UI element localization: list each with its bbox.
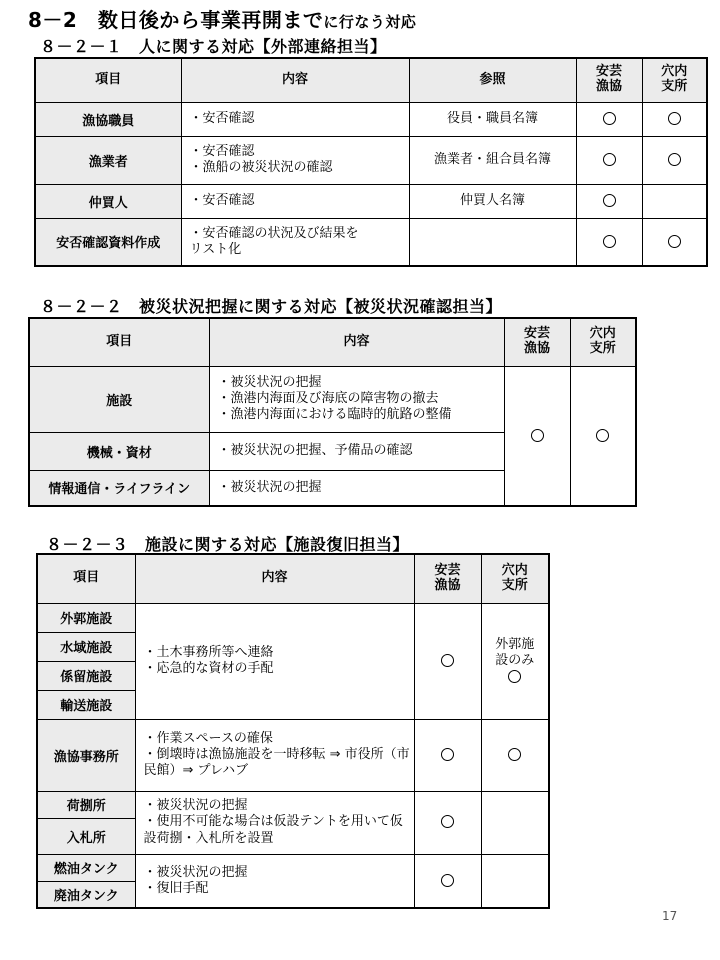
section2-table: [28, 317, 637, 507]
s2-row-content: ・被災状況の把握 ・漁港内海面及び海底の障害物の撤去 ・漁港内海面における臨時的航路の整備: [209, 366, 504, 432]
s3-group2-content: ・作業スペースの確保 ・倒壊時は漁協施設を一時移転 ⇒ 市役所（市民館）⇒ プレハブ: [135, 719, 414, 791]
s1-header-item: 項目: [35, 58, 181, 102]
s3-item-waste-oil-tank: 廃油タンク: [37, 881, 135, 908]
s1-header-col-a: 安芸 漁協: [576, 58, 642, 102]
table-row: [35, 184, 707, 218]
circle-mark-icon: [531, 429, 544, 442]
table-row: [35, 218, 707, 266]
circle-mark-icon: [603, 235, 616, 248]
s3-item-mooring-facility: 係留施設: [37, 661, 135, 690]
s3-header-col-b: 穴内 支所: [481, 554, 549, 603]
section1-table: [34, 57, 708, 267]
s1-row-mark-b: [642, 184, 707, 218]
s2-row-item: 機械・資材: [29, 432, 209, 470]
s1-row-mark-a: [576, 102, 642, 136]
s1-row-mark-a: [576, 218, 642, 266]
s2-header-col-b: 穴内 支所: [570, 318, 636, 366]
s2-mark-b: [570, 366, 636, 506]
s1-row-item: 漁協職員: [35, 102, 181, 136]
circle-mark-icon: [668, 235, 681, 248]
s1-header-col-b: 穴内 支所: [642, 58, 707, 102]
page-title: [28, 4, 416, 33]
circle-mark-icon: [508, 748, 521, 761]
s1-row-mark-b: [642, 136, 707, 184]
circle-mark-icon: [441, 654, 454, 667]
s3-group1-mark-a: [414, 603, 481, 719]
s3-group1-b-note: 外郭施 設のみ: [495, 636, 535, 668]
s1-row-content: ・安否確認の状況及び結果を リスト化: [181, 218, 409, 266]
s3-item-bidding: 入札所: [37, 818, 135, 854]
s1-row-item: 安否確認資料作成: [35, 218, 181, 266]
s3-group4-mark-b: [481, 854, 549, 908]
circle-mark-icon: [603, 153, 616, 166]
section1-heading: ８－２－１ 人に関する対応【外部連絡担当】: [40, 37, 387, 56]
section3-heading: ８－２－３ 施設に関する対応【施設復旧担当】: [46, 535, 410, 554]
section3-table: [36, 553, 550, 909]
s1-row-content: ・安否確認 ・漁船の被災状況の確認: [181, 136, 409, 184]
s2-header-content: 内容: [209, 318, 504, 366]
s3-header-col-a: 安芸 漁協: [414, 554, 481, 603]
circle-mark-icon: [596, 429, 609, 442]
s3-header-content: 内容: [135, 554, 414, 603]
s3-group3-content: ・被災状況の把握 ・使用不可能な場合は仮設テントを用いて仮設荷捌・入札所を設置: [135, 791, 414, 854]
circle-mark-icon: [668, 153, 681, 166]
s2-header-item: 項目: [29, 318, 209, 366]
s1-header-content: 内容: [181, 58, 409, 102]
s3-group4-mark-a: [414, 854, 481, 908]
circle-mark-icon: [668, 112, 681, 125]
s3-group4-content: ・被災状況の把握 ・復旧手配: [135, 854, 414, 908]
s2-row-item: 施設: [29, 366, 209, 432]
s1-header-reference: 参照: [409, 58, 576, 102]
s1-row-mark-a: [576, 136, 642, 184]
s1-row-reference: 漁業者・組合員名簿: [409, 136, 576, 184]
s1-row-reference: 役員・職員名簿: [409, 102, 576, 136]
circle-mark-icon: [508, 670, 521, 683]
s3-item-outer-facility: 外郭施設: [37, 603, 135, 632]
circle-mark-icon: [441, 874, 454, 887]
s3-group3-mark-a: [414, 791, 481, 854]
s3-group2-mark-a: [414, 719, 481, 791]
s1-row-reference: [409, 218, 576, 266]
circle-mark-icon: [603, 112, 616, 125]
s3-item-handling: 荷捌所: [37, 791, 135, 818]
s1-row-reference: 仲買人名簿: [409, 184, 576, 218]
page-title-main: 8－2 数日後から事業再開まで: [28, 8, 324, 32]
s2-header-col-a: 安芸 漁協: [504, 318, 570, 366]
s3-item-water-facility: 水域施設: [37, 632, 135, 661]
circle-mark-icon: [441, 815, 454, 828]
table-row: [35, 102, 707, 136]
circle-mark-icon: [603, 194, 616, 207]
s2-row-item: 情報通信・ライフライン: [29, 470, 209, 506]
s1-row-mark-a: [576, 184, 642, 218]
s1-row-mark-b: [642, 218, 707, 266]
s3-group2-mark-b: [481, 719, 549, 791]
s2-row-content: ・被災状況の把握: [209, 470, 504, 506]
s3-item-fuel-tank: 燃油タンク: [37, 854, 135, 881]
s1-row-item: 漁業者: [35, 136, 181, 184]
s1-row-content: ・安否確認: [181, 184, 409, 218]
s3-group3-mark-b: [481, 791, 549, 854]
s1-row-item: 仲買人: [35, 184, 181, 218]
section2-heading: ８－２－２ 被災状況把握に関する対応【被災状況確認担当】: [40, 297, 503, 316]
circle-mark-icon: [441, 748, 454, 761]
table-row: [35, 136, 707, 184]
s3-header-item: 項目: [37, 554, 135, 603]
s3-group1-mark-b: [481, 603, 549, 719]
s2-row-content: ・被災状況の把握、予備品の確認: [209, 432, 504, 470]
page-title-tail: に行なう対応: [323, 13, 417, 31]
s3-item-office: 漁協事務所: [37, 719, 135, 791]
s3-item-transport-facility: 輸送施設: [37, 690, 135, 719]
page-number: 17: [662, 909, 678, 923]
s1-row-content: ・安否確認: [181, 102, 409, 136]
s3-group1-content: ・土木事務所等へ連絡 ・応急的な資材の手配: [135, 603, 414, 719]
s1-row-mark-b: [642, 102, 707, 136]
s2-mark-a: [504, 366, 570, 506]
